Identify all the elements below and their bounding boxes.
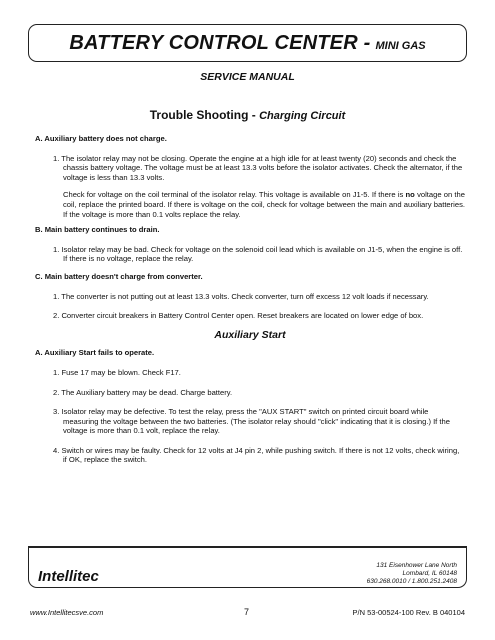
- charging-a-title: A. Auxiliary battery does not charge.: [35, 134, 167, 143]
- manual-label: SERVICE MANUAL: [200, 71, 295, 83]
- address-line-1: 131 Eisenhower Lane North: [376, 562, 457, 569]
- address-line-2: Lombard, IL 60148: [402, 570, 457, 577]
- aux-item-2: 2. The Auxiliary battery may be dead. Charge battery.: [53, 387, 233, 397]
- charging-a-para-2: voltage on the coil, replace the printed board. If there is voltage on the coil, check for voltage between the main and auxiliary batteries. If the voltage is more than 0.1 volts replace the relay.: [63, 190, 465, 219]
- page-number: 7: [244, 607, 250, 617]
- website-link[interactable]: www.Intellitecsve.com: [30, 608, 104, 617]
- document-title: BATTERY CONTROL CENTER -: [69, 31, 371, 54]
- charging-c-title: C. Main battery doesn't charge from converter.: [35, 271, 203, 281]
- part-number: P/N 53-00524-100 Rev. B 040104: [352, 608, 465, 617]
- brand-logo: Intellitec: [38, 568, 99, 585]
- section-heading-main: Trouble Shooting -: [149, 108, 256, 122]
- section-heading-sub: Charging Circuit: [259, 110, 346, 122]
- document-title-sub: MINI GAS: [375, 40, 426, 52]
- title-box: [28, 24, 467, 62]
- aux-item-1: 1. Fuse 17 may be blown. Check F17.: [53, 367, 181, 377]
- charging-b-item-1: 1. Isolator relay may be bad. Check for voltage on the solenoid coil lead which is available on J1-5, when the engine is off. If there is no voltage, replace the relay.: [53, 244, 463, 264]
- aux-a-title: A. Auxiliary Start fails to operate.: [35, 348, 155, 358]
- charging-a-para-bold: no: [405, 190, 415, 200]
- charging-a-paragraph: [63, 190, 465, 219]
- charging-b-title: B. Main battery continues to drain.: [35, 225, 160, 235]
- charging-c-item-2: 2. Converter circuit breakers in Battery Control Center open. Reset breakers are located on lower edge of box.: [53, 311, 424, 321]
- charging-a-item-1: 1. The isolator relay may not be closing. Operate the engine at a high idle for at least twenty (20) seconds and check the chassis battery voltage. The voltage must be at least 13.3 volts before the isolator activates. Check the alternator, if the voltage is less than 13.3 volts.: [53, 153, 463, 182]
- address-line-3: 630.268.0010 / 1.800.251.2408: [366, 578, 457, 585]
- content: [35, 134, 465, 465]
- company-address: [367, 562, 457, 586]
- aux-item-3: 3. Isolator relay may be defective. To test the relay, press the "AUX START" switch on printed circuit board while measuring the voltage between the two batteries. (The isolator relay should "click" indicating that it is closing.) If the voltage is more than 0.1 volt, replace the relay.: [53, 407, 450, 436]
- aux-item-4: 4. Switch or wires may be faulty. Check for 12 volts at J4 pin 2, while pushing switch. If there is not 12 volts, check wiring, if OK, replace the switch.: [53, 445, 460, 465]
- charging-a-para-1: Check for voltage on the coil terminal of the isolator relay. This voltage is available on J1-5. If there is: [63, 190, 404, 200]
- aux-heading: Auxiliary Start: [214, 328, 286, 341]
- section-heading: [0, 108, 495, 122]
- charging-c-item-1: 1. The converter is not putting out at least 13.3 volts. Check converter, turn off excess 12 volt loads if necessary.: [53, 291, 429, 301]
